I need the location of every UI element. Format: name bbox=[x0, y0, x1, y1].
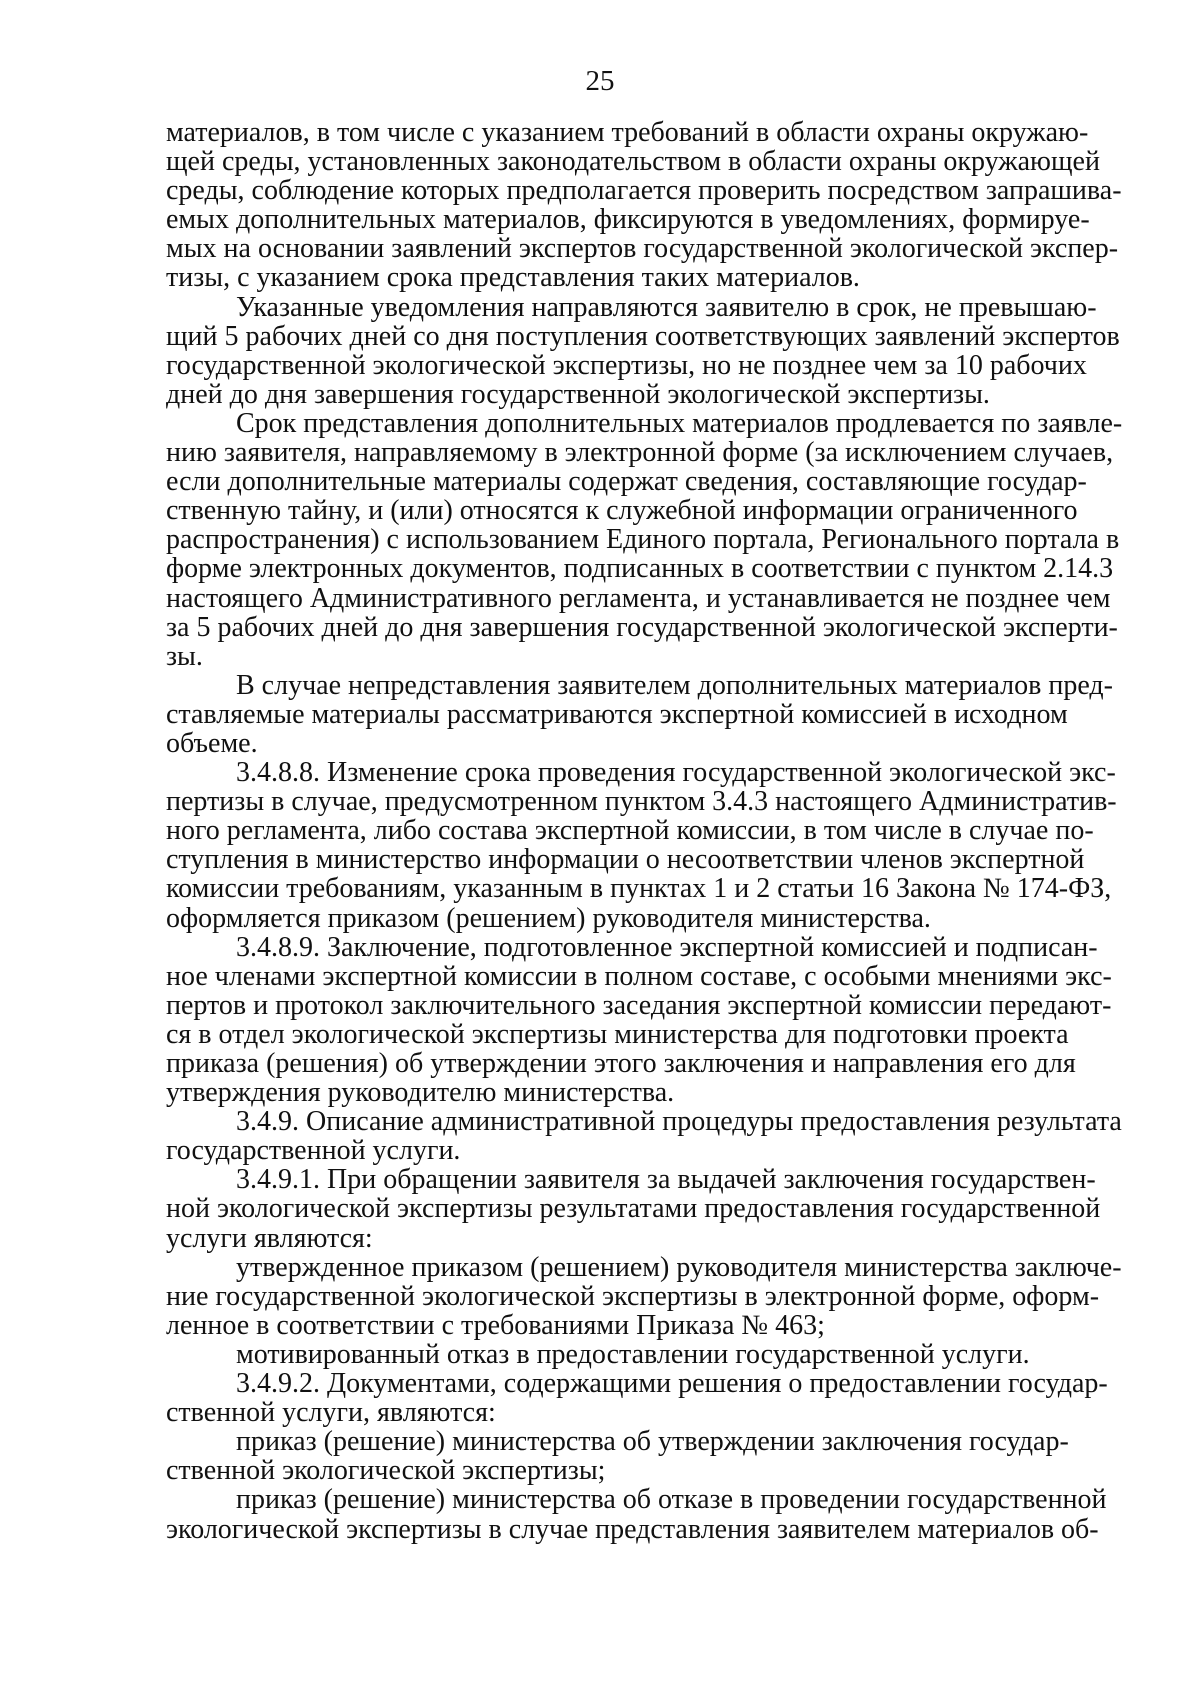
text-line: среды, соблюдение которых предполагается проверить посредством запрашива- bbox=[166, 175, 1122, 207]
text-line: тизы, с указанием срока представления таких материалов. bbox=[166, 262, 860, 294]
text-line: приказа (решения) об утверждении этого заключения и направления его для bbox=[166, 1048, 1076, 1079]
text-line: ся в отдел экологической экспертизы министерства для подготовки проекта bbox=[166, 1018, 1069, 1050]
text-line: 3.4.8.8. Изменение срока проведения государственной экологической экс- bbox=[236, 757, 1116, 789]
text-line: ное членами экспертной комиссии в полном составе, с особыми мнениями экс- bbox=[166, 960, 1112, 992]
text-line: 3.4.9. Описание административной процедуры предоставления результата bbox=[236, 1106, 1122, 1138]
text-line: приказ (решение) министерства об отказе в проведении государственной bbox=[236, 1484, 1107, 1516]
text-line: щей среды, установленных законодательством в области охраны окружающей bbox=[166, 146, 1100, 178]
body-text bbox=[166, 117, 1123, 1545]
text-line: настоящего Административного регламента, и устанавливается не позднее чем bbox=[166, 582, 1111, 614]
text-line: государственной услуги. bbox=[166, 1135, 461, 1167]
page-number: 25 bbox=[585, 65, 615, 97]
text-line: дней до дня завершения государственной экологической экспертизы. bbox=[166, 378, 990, 410]
text-line: материалов, в том числе с указанием требований в области охраны окружаю- bbox=[166, 117, 1089, 148]
text-line: зы. bbox=[166, 640, 203, 672]
text-line: щий 5 рабочих дней со дня поступления соответствующих заявлений экспертов bbox=[166, 320, 1120, 352]
text-line: утверждения руководителю министерства. bbox=[166, 1077, 675, 1109]
text-line: ственную тайну, и (или) относятся к служебной информации ограниченного bbox=[166, 495, 1078, 527]
text-line: Срок представления дополнительных материалов продлевается по заявле- bbox=[236, 407, 1123, 439]
text-line: ступления в министерство информации о несоответствии членов экспертной bbox=[166, 844, 1085, 876]
text-line: 3.4.9.1. При обращении заявителя за выдачей заключения государствен- bbox=[236, 1164, 1096, 1196]
text-line: объеме. bbox=[166, 727, 258, 759]
text-line: государственной экологической экспертизы, но не позднее чем за 10 рабочих bbox=[166, 349, 1087, 381]
text-line: утвержденное приказом (решением) руководителя министерства заключе- bbox=[236, 1251, 1122, 1283]
text-line: экологической экспертизы в случае представления заявителем материалов об- bbox=[166, 1513, 1099, 1545]
text-line: нию заявителя, направляемому в электронной форме (за исключением случаев, bbox=[166, 437, 1114, 469]
text-line: ственной экологической экспертизы; bbox=[166, 1455, 606, 1487]
text-line: ставляемые материалы рассматриваются экспертной комиссией в исходном bbox=[166, 698, 1068, 730]
text-line: мотивированный отказ в предоставлении государственной услуги. bbox=[236, 1338, 1030, 1370]
text-line: ной экологической экспертизы результатами предоставления государственной bbox=[166, 1193, 1101, 1225]
text-line: ние государственной экологической экспертизы в электронной форме, оформ- bbox=[166, 1280, 1100, 1312]
text-line: 3.4.9.2. Документами, содержащими решения о предоставлении государ- bbox=[236, 1368, 1108, 1400]
text-line: пертизы в случае, предусмотренном пунктом 3.4.3 настоящего Административ- bbox=[166, 786, 1117, 818]
text-line: ленное в соответствии с требованиями Приказа № 463; bbox=[166, 1309, 825, 1341]
text-line: Указанные уведомления направляются заявителю в срок, не превышаю- bbox=[236, 291, 1097, 323]
text-line: услуги являются: bbox=[166, 1222, 373, 1254]
text-line: мых на основании заявлений экспертов государственной экологической экспер- bbox=[166, 233, 1119, 265]
text-line: за 5 рабочих дней до дня завершения государственной экологической эксперти- bbox=[166, 611, 1118, 643]
text-line: оформляется приказом (решением) руководителя министерства. bbox=[166, 902, 931, 934]
text-line: ственной услуги, являются: bbox=[166, 1397, 496, 1429]
text-line: распространения) с использованием Единого портала, Регионального портала в bbox=[166, 524, 1120, 556]
text-line: форме электронных документов, подписанных в соответствии с пунктом 2.14.3 bbox=[166, 553, 1114, 585]
text-line: 3.4.8.9. Заключение, подготовленное экспертной комиссией и подписан- bbox=[236, 931, 1098, 963]
text-line: комиссии требованиям, указанным в пунктах 1 и 2 статьи 16 Закона № 174-ФЗ, bbox=[166, 873, 1112, 905]
text-line: если дополнительные материалы содержат сведения, составляющие государ- bbox=[166, 466, 1087, 498]
text-line: приказ (решение) министерства об утверждении заключения государ- bbox=[236, 1426, 1069, 1458]
text-line: В случае непредставления заявителем дополнительных материалов пред- bbox=[236, 669, 1113, 701]
text-line: ного регламента, либо состава экспертной комиссии, в том числе в случае по- bbox=[166, 815, 1094, 847]
text-line: пертов и протокол заключительного заседания экспертной комиссии передают- bbox=[166, 989, 1112, 1021]
text-line: емых дополнительных материалов, фиксируются в уведомлениях, формируе- bbox=[166, 204, 1090, 236]
